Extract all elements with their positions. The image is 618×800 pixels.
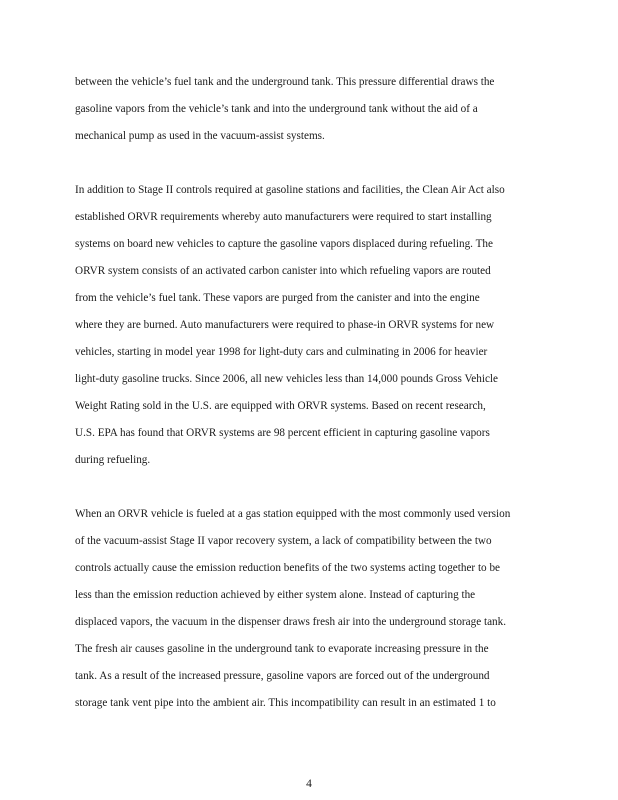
- text-line: during refueling.: [75, 454, 151, 466]
- text-line: tank. As a result of the increased pressure, gasoline vapors are forced out of the underground: [75, 670, 490, 682]
- page-number: 4: [306, 778, 312, 790]
- text-line: Weight Rating sold in the U.S. are equipped with ORVR systems. Based on recent research,: [75, 400, 486, 412]
- text-line: ORVR system consists of an activated carbon canister into which refueling vapors are routed: [75, 265, 491, 277]
- text-line: storage tank vent pipe into the ambient air. This incompatibility can result in an estimated 1 to: [75, 697, 496, 709]
- text-line: between the vehicle’s fuel tank and the underground tank. This pressure differential draws the: [75, 76, 495, 88]
- text-line: gasoline vapors from the vehicle’s tank and into the underground tank without the aid of a: [75, 103, 478, 115]
- text-line: systems on board new vehicles to capture the gasoline vapors displaced during refueling. The: [75, 238, 493, 250]
- text-line: light-duty gasoline trucks. Since 2006, all new vehicles less than 14,000 pounds Gross Vehicle: [75, 373, 498, 385]
- text-line: from the vehicle’s fuel tank. These vapors are purged from the canister and into the engine: [75, 292, 480, 304]
- text-line: where they are burned. Auto manufacturers were required to phase-in ORVR systems for new: [75, 319, 495, 331]
- text-line: established ORVR requirements whereby auto manufacturers were required to start installing: [75, 211, 492, 223]
- text-line: U.S. EPA has found that ORVR systems are 98 percent efficient in capturing gasoline vapors: [75, 427, 490, 439]
- text-line: less than the emission reduction achieved by either system alone. Instead of capturing the: [75, 589, 476, 601]
- text-line: In addition to Stage II controls required at gasoline stations and facilities, the Clean Air Act also: [75, 184, 505, 196]
- text-line: controls actually cause the emission reduction benefits of the two systems acting together to be: [75, 562, 501, 574]
- text-line: vehicles, starting in model year 1998 for light-duty cars and culminating in 2006 for heavier: [75, 346, 488, 358]
- text-line: The fresh air causes gasoline in the underground tank to evaporate increasing pressure in the: [75, 643, 489, 655]
- text-line: of the vacuum-assist Stage II vapor recovery system, a lack of compatibility between the two: [75, 535, 492, 547]
- text-line: displaced vapors, the vacuum in the dispenser draws fresh air into the underground storage tank.: [75, 616, 507, 628]
- text-line: When an ORVR vehicle is fueled at a gas station equipped with the most commonly used version: [75, 508, 511, 520]
- text-line: mechanical pump as used in the vacuum-assist systems.: [75, 130, 325, 142]
